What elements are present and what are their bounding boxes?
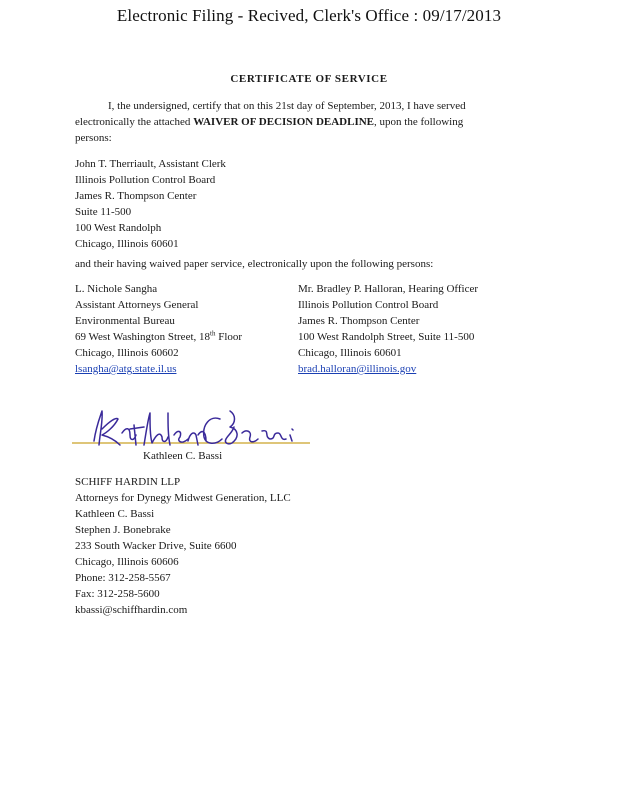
firm-line: Chicago, Illinois 60606 [75,556,179,568]
left-street-prefix: 69 West Washington Street, 18 [75,331,211,343]
paragraph-line-2 [75,114,495,130]
firm-line: 233 South Wacker Drive, Suite 6600 [75,540,237,552]
firm-line: Stephen J. Bonebrake [75,524,171,536]
certification-paragraph [75,98,495,146]
left-contact-city: Chicago, Illinois 60602 [75,347,179,359]
left-contact-line: Assistant Attorneys General [75,299,199,311]
left-street-suffix: Floor [215,331,243,343]
clerk-address-block [75,156,226,252]
firm-phone: Phone: 312-258-5567 [75,572,171,584]
firm-line: Kathleen C. Bassi [75,508,155,520]
paragraph-line-2-start: electronically the attached [75,116,194,128]
right-contact-line: Mr. Bradley P. Halloran, Hearing Officer [298,283,479,295]
left-street-superscript: th [210,329,216,338]
filing-stamp-header: Electronic Filing - Recived, Clerk's Office : 09/17/2013 [116,6,502,25]
right-contact-line: Illinois Pollution Control Board [298,299,439,311]
right-contact-line: Chicago, Illinois 60601 [298,347,402,359]
left-contact-street [75,329,242,345]
right-contact-email-link[interactable]: brad.halloran@illinois.gov [298,363,417,375]
clerk-line: John T. Therriault, Assistant Clerk [75,158,226,170]
firm-line: SCHIFF HARDIN LLP [75,476,181,488]
paragraph-line-2-end: , upon the following [374,116,464,128]
clerk-line: Illinois Pollution Control Board [75,174,216,186]
left-contact-line: L. Nichole Sangha [75,283,158,295]
signature-ink [94,411,293,445]
left-contact-email-link[interactable]: lsangha@atg.state.il.us [75,363,177,375]
document-title: CERTIFICATE OF SERVICE [230,73,388,85]
signer-name: Kathleen C. Bassi [143,450,223,462]
right-contact-block [298,281,478,377]
clerk-line: Suite 11-500 [75,206,132,218]
firm-line: Attorneys for Dynegy Midwest Generation, LLC [75,492,291,504]
left-contact-block [75,281,242,377]
firm-email: kbassi@schiffhardin.com [75,604,188,616]
right-contact-line: James R. Thompson Center [298,315,420,327]
paragraph-line-3: persons: [75,132,112,144]
left-contact-line: Environmental Bureau [75,315,175,327]
firm-fax: Fax: 312-258-5600 [75,588,160,600]
clerk-line: Chicago, Illinois 60601 [75,238,179,250]
paragraph-line-1: I, the undersigned, certify that on this 21st day of September, 2013, I have served [108,100,466,112]
right-contact-line: 100 West Randolph Street, Suite 11-500 [298,331,475,343]
clerk-line: 100 West Randolph [75,222,162,234]
service-intro-text: and their having waived paper service, electronically upon the following persons: [75,258,434,270]
clerk-line: James R. Thompson Center [75,190,197,202]
document-reference: WAIVER OF DECISION DEADLINE [193,116,375,128]
firm-address-block [75,474,291,618]
